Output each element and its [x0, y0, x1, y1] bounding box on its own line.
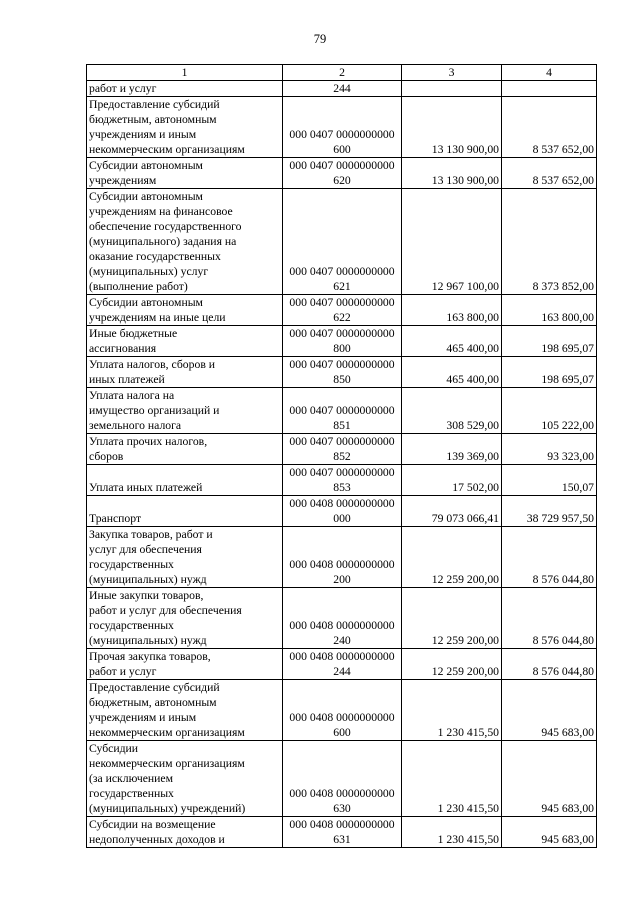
row-code-cell: 000 0407 0000000000 621: [283, 189, 402, 295]
row-executed-cell: 163 800,00: [502, 295, 597, 326]
row-code-cell: 000 0408 0000000000 000: [283, 496, 402, 527]
row-name-cell: Предоставление субсидий бюджетным, автономным учреждениям и иным некоммерческим организациям: [87, 680, 283, 741]
row-code-cell: 000 0407 0000000000 622: [283, 295, 402, 326]
row-code-cell: 000 0407 0000000000 620: [283, 158, 402, 189]
row-executed-cell: 105 222,00: [502, 388, 597, 434]
row-amount-cell: [402, 81, 502, 97]
row-name-cell: Иные бюджетные ассигнования: [87, 326, 283, 357]
header-cell: 2: [283, 65, 402, 81]
budget-table: [86, 64, 597, 848]
table-row: [87, 189, 597, 295]
row-name-cell: Иные закупки товаров, работ и услуг для обеспечения государственных (муниципальных) нужд: [87, 588, 283, 649]
row-code-cell: 000 0408 0000000000 240: [283, 588, 402, 649]
row-executed-cell: 8 576 044,80: [502, 527, 597, 588]
row-executed-cell: 93 323,00: [502, 434, 597, 465]
table-row: [87, 741, 597, 817]
row-code-cell: 000 0407 0000000000 851: [283, 388, 402, 434]
row-code-cell: 000 0408 0000000000 631: [283, 817, 402, 848]
row-code-cell: 000 0407 0000000000 600: [283, 97, 402, 158]
header-cell: 4: [502, 65, 597, 81]
header-cell: 3: [402, 65, 502, 81]
row-code-cell: 000 0408 0000000000 200: [283, 527, 402, 588]
row-executed-cell: 945 683,00: [502, 680, 597, 741]
table-row: [87, 527, 597, 588]
row-amount-cell: 163 800,00: [402, 295, 502, 326]
row-executed-cell: [502, 81, 597, 97]
table-row: [87, 465, 597, 496]
row-executed-cell: 8 373 852,00: [502, 189, 597, 295]
table-row: [87, 158, 597, 189]
row-amount-cell: 465 400,00: [402, 326, 502, 357]
row-amount-cell: 1 230 415,50: [402, 817, 502, 848]
table-row: [87, 680, 597, 741]
table-row: [87, 817, 597, 848]
row-amount-cell: 12 967 100,00: [402, 189, 502, 295]
row-amount-cell: 308 529,00: [402, 388, 502, 434]
row-name-cell: Субсидии автономным учреждениям на иные цели: [87, 295, 283, 326]
row-executed-cell: 198 695,07: [502, 326, 597, 357]
table-row: [87, 649, 597, 680]
row-name-cell: Уплата прочих налогов, сборов: [87, 434, 283, 465]
table-row: [87, 496, 597, 527]
row-name-cell: работ и услуг: [87, 81, 283, 97]
row-name-cell: Предоставление субсидий бюджетным, автономным учреждениям и иным некоммерческим организациям: [87, 97, 283, 158]
table-row: [87, 434, 597, 465]
table-row: [87, 357, 597, 388]
row-amount-cell: 12 259 200,00: [402, 527, 502, 588]
table-row: [87, 326, 597, 357]
row-code-cell: 000 0408 0000000000 600: [283, 680, 402, 741]
row-amount-cell: 13 130 900,00: [402, 158, 502, 189]
row-name-cell: Закупка товаров, работ и услуг для обеспечения государственных (муниципальных) нужд: [87, 527, 283, 588]
table-row: [87, 588, 597, 649]
table-header-row: [87, 65, 597, 81]
row-code-cell: 000 0407 0000000000 853: [283, 465, 402, 496]
row-name-cell: Прочая закупка товаров, работ и услуг: [87, 649, 283, 680]
header-cell: 1: [87, 65, 283, 81]
row-amount-cell: 13 130 900,00: [402, 97, 502, 158]
row-name-cell: Субсидии автономным учреждениям: [87, 158, 283, 189]
row-executed-cell: 945 683,00: [502, 741, 597, 817]
page-number: 79: [313, 32, 327, 46]
row-executed-cell: 8 537 652,00: [502, 158, 597, 189]
row-code-cell: 000 0408 0000000000 244: [283, 649, 402, 680]
row-name-cell: Субсидии на возмещение недополученных доходов и: [87, 817, 283, 848]
table-row: [87, 388, 597, 434]
row-executed-cell: 8 576 044,80: [502, 588, 597, 649]
row-executed-cell: 38 729 957,50: [502, 496, 597, 527]
row-executed-cell: 945 683,00: [502, 817, 597, 848]
row-name-cell: Уплата налогов, сборов и иных платежей: [87, 357, 283, 388]
row-amount-cell: 1 230 415,50: [402, 741, 502, 817]
row-name-cell: Уплата иных платежей: [87, 465, 283, 496]
row-executed-cell: 8 537 652,00: [502, 97, 597, 158]
table-row: [87, 81, 597, 97]
table-row: [87, 97, 597, 158]
row-code-cell: 000 0408 0000000000 630: [283, 741, 402, 817]
table-row: [87, 295, 597, 326]
row-amount-cell: 465 400,00: [402, 357, 502, 388]
row-amount-cell: 12 259 200,00: [402, 588, 502, 649]
row-amount-cell: 139 369,00: [402, 434, 502, 465]
row-amount-cell: 79 073 066,41: [402, 496, 502, 527]
row-name-cell: Субсидии некоммерческим организациям (за исключением государственных (муниципальных) учреждений): [87, 741, 283, 817]
row-executed-cell: 198 695,07: [502, 357, 597, 388]
row-executed-cell: 150,07: [502, 465, 597, 496]
row-amount-cell: 17 502,00: [402, 465, 502, 496]
row-code-cell: 000 0407 0000000000 852: [283, 434, 402, 465]
row-name-cell: Субсидии автономным учреждениям на финансовое обеспечение государственного (муниципального) задания на оказание государственных (муниципальных) услуг (выполнение работ): [87, 189, 283, 295]
row-executed-cell: 8 576 044,80: [502, 649, 597, 680]
row-code-cell: 000 0407 0000000000 800: [283, 326, 402, 357]
row-code-cell: 244: [283, 81, 402, 97]
row-amount-cell: 1 230 415,50: [402, 680, 502, 741]
row-name-cell: Транспорт: [87, 496, 283, 527]
row-code-cell: 000 0407 0000000000 850: [283, 357, 402, 388]
row-amount-cell: 12 259 200,00: [402, 649, 502, 680]
row-name-cell: Уплата налога на имущество организаций и земельного налога: [87, 388, 283, 434]
